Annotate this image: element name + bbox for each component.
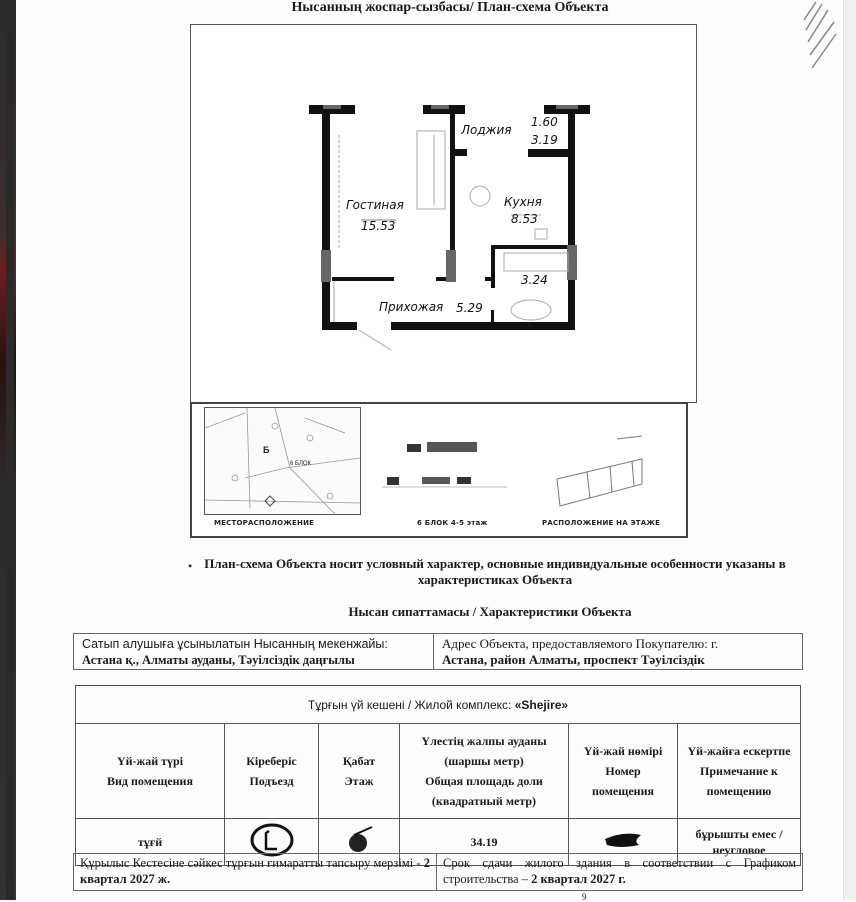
block-caption: 6 БЛОК 4-5 этаж [417,519,488,527]
bullet-icon: • [188,559,193,573]
complex-cell: Тұрғын үй кешені / Жилой комплекс: «Shejire» [76,686,801,724]
floor-plan-frame [190,24,697,403]
complex-name: «Shejire» [514,697,569,712]
deadline-table [73,853,803,891]
room-loggia-area-2: 3.19 [531,133,558,147]
room-kitchen-name: Кухня [504,195,542,209]
map-caption: МЕСТОРАСПОЛОЖЕНИЕ [214,519,315,527]
page-number: 9 [582,892,587,902]
room-loggia-name: Лоджия [461,123,512,137]
scan-left-edge [0,0,16,900]
floor-position-sketch [552,434,662,509]
room-kitchen-area: 8.53 [511,212,538,226]
header-room-number: Үй-жай нөмірі Номер помещения [569,724,678,819]
room-hallway-name: Прихожая [379,300,444,314]
cell-area: 34.19 [400,819,569,866]
room-living-area: 15.53 [361,219,396,233]
characteristics-table [75,685,801,866]
room-hallway-area: 5.29 [456,301,483,315]
room-living-name: Гостиная [346,198,404,212]
header-entrance: Кіреберіс Подъезд [225,724,319,819]
header-room-type: Үй-жай түрі Вид помещения [76,724,225,819]
room-bathroom-area: 3.24 [521,273,548,287]
handwritten-entrance-mark [249,823,295,857]
cell-room-note: бұрышты емес / неугловое [678,819,801,866]
page-title: Нысанның жоспар-сызбасы/ План-схема Объекта [291,0,609,15]
address-table [73,633,803,670]
address-kz [74,634,434,669]
adjacent-page-scrap [796,0,842,80]
plan-disclaimer-note: План-схема Объекта носит условный характер, основные индивидуальные особенности указаны в характеристиках Объекта [204,556,786,587]
deadline-kz: Құрылыс Кестесіне сәйкес тұрғын ғимаратты тапсыру мерзімі - 2 квартал 2027 ж. [74,854,437,890]
svg-text:Б: Б [263,445,270,455]
block-elevation-sketch [367,429,517,489]
characteristics-title: Нысан сипаттамасы / Характеристики Объекта [348,604,632,619]
address-ru-value: Астана, район Алматы, проспект Тәуілсіздік [442,652,705,667]
handwritten-floor-mark [344,825,374,855]
header-room-note: Үй-жайға ескертпе Примечание к помещению [678,724,801,819]
location-panel [190,402,688,538]
room-loggia-area-1: 1.60 [531,115,558,129]
location-map [204,407,361,515]
address-ru-label: Адрес Объекта, предоставляемого Покупателю: г. [442,636,719,651]
cell-room-type: тұғй [76,819,225,866]
svg-text:6 БЛОК: 6 БЛОК [290,461,312,467]
header-area: Үлестің жалпы ауданы (шаршы метр) Общая площадь доли (квадратный метр) [400,724,569,819]
address-kz-label: Сатып алушыға ұсынылатын Нысанның мекенжайы: [82,637,388,651]
deadline-ru: Срок сдачи жилого здания в соответствии с Графиком строительства – 2 квартал 2027 г. [443,856,796,886]
floor-caption: РАСПОЛОЖЕНИЕ НА ЭТАЖЕ [542,519,661,527]
address-kz-value: Астана қ., Алматы ауданы, Тәуілсіздік даңғылы [82,653,355,667]
floor-plan-drawing [191,25,696,402]
scan-right-edge [843,0,856,900]
redacted-scribble [603,831,643,849]
header-floor: Қабат Этаж [319,724,400,819]
address-ru [434,634,802,669]
